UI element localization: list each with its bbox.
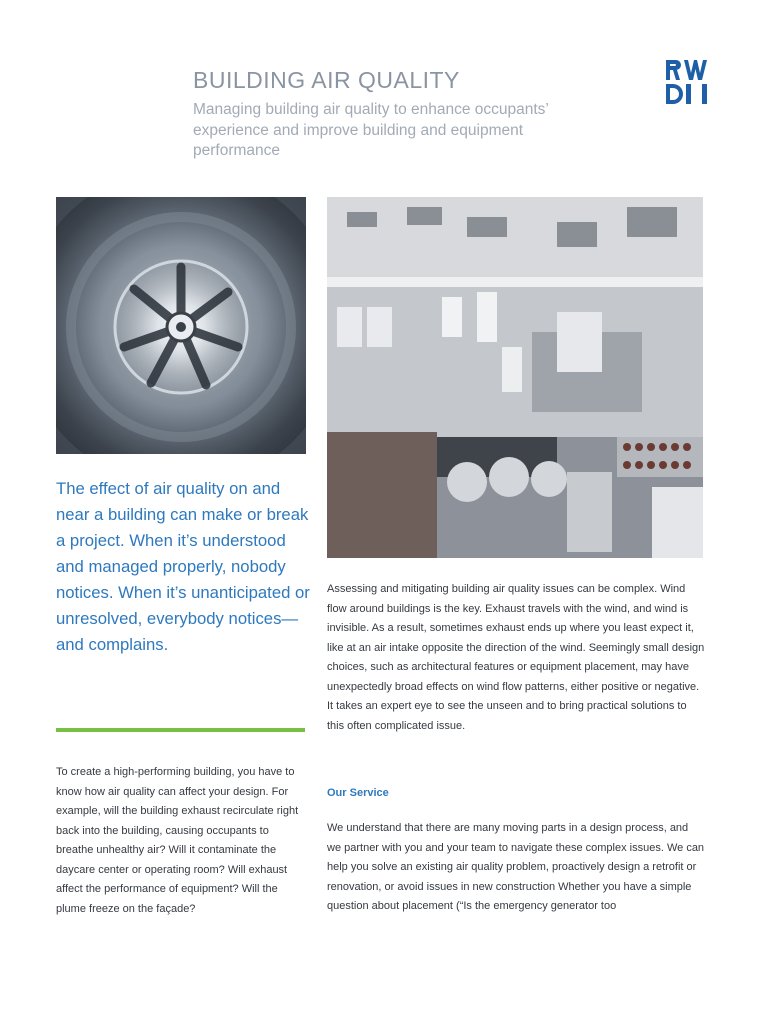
rooftop-equipment-image: [327, 197, 703, 558]
pull-quote: The effect of air quality on and near a building can make or break a project. When it’s understood and managed properly, nobody notices. When it’s unanticipated or unresolved, everybody notices—and complains.: [56, 479, 310, 654]
green-divider: [56, 728, 305, 732]
page-subtitle: Managing building air quality to enhance occupants’ experience and improve building and equipment performance: [193, 101, 549, 159]
page-title: BUILDING AIR QUALITY: [193, 67, 460, 94]
our-service-paragraph: We understand that there are many moving parts in a design process, and we partner with you and your team to navigate these complex issues. We can help you solve an existing air quality problem, proactively design a retrofit or renovation, or avoid issues in new construction Whether you have a simple question about placement (“Is the emergency generator too: [327, 822, 705, 912]
rwdi-logo: [664, 58, 714, 106]
duct-fan-image: [56, 197, 306, 454]
our-service-heading: Our Service: [327, 787, 389, 799]
assessment-paragraph: Assessing and mitigating building air quality issues can be complex. Wind flow around buildings is the key. Exhaust travels with the wind, and wind is invisible. As a result, sometimes exhaust ends up where you least expect it, like at an air intake opposite the direction of the wind. Seemingly small design choices, such as architectural features or equipment placement, may have unexpectedly broad effects on wind flow patterns, either positive or negative. It takes an expert eye to see the unseen and to bring practical solutions to this often complicated issue.: [327, 583, 705, 732]
intro-paragraph: To create a high-performing building, you have to know how air quality can affect your design. For example, will the building exhaust recirculate right back into the building, causing occupants to breathe unhealthy air? Will it contaminate the daycare center or operating room? Will exhaust affect the performance of equipment? Will the plume freeze on the façade?: [56, 766, 299, 915]
